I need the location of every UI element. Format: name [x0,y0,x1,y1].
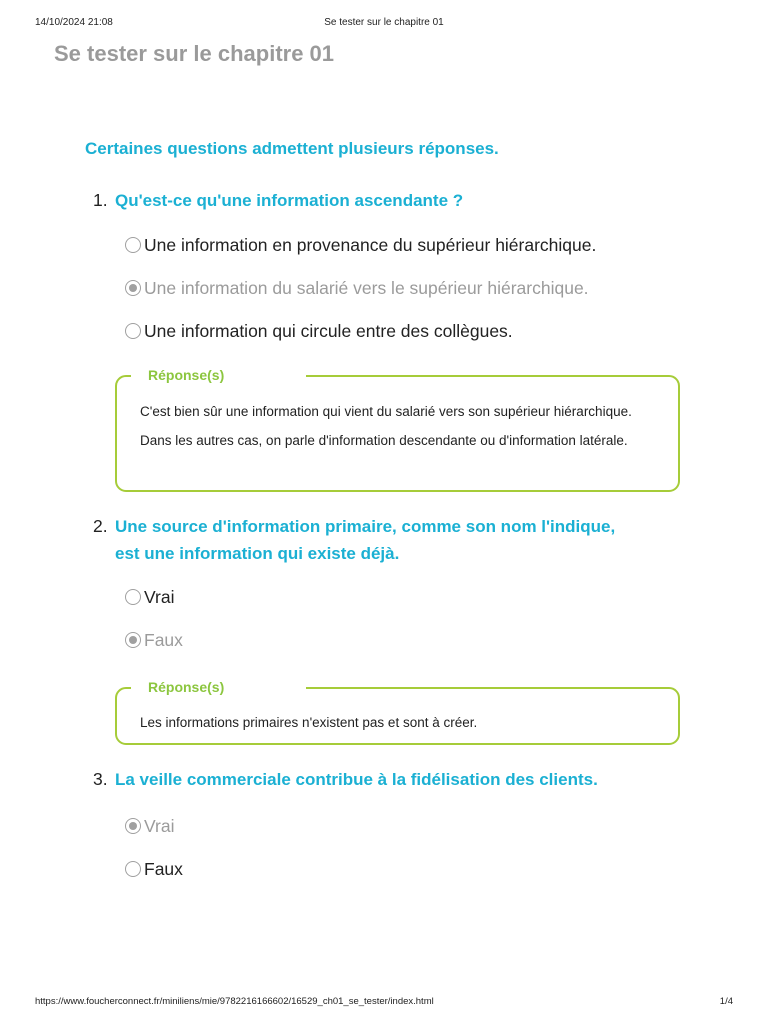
option-q2-vrai[interactable] [125,586,174,608]
print-datetime: 14/10/2024 21:08 [35,17,113,28]
print-doc-title: Se tester sur le chapitre 01 [324,17,444,28]
option-q2-faux[interactable] [125,629,183,651]
option-label: Vrai [144,586,175,607]
option-label: Faux [144,629,183,650]
question-number: 2. [93,516,108,536]
radio-unchecked-icon[interactable] [125,237,141,253]
radio-checked-icon[interactable] [125,632,141,648]
question-number: 3. [93,769,108,789]
answer-box-q2 [115,679,680,745]
question-text: Qu'est-ce qu'une information ascendante ? [115,191,464,210]
option-label: Vrai [144,815,175,836]
option-q3-faux[interactable] [125,858,183,880]
option-q1-c[interactable] [125,320,513,342]
option-q1-a[interactable] [125,234,596,256]
option-q1-b[interactable] [125,277,589,299]
option-label: Une information en provenance du supérieur hiérarchique. [144,234,597,255]
option-q3-vrai[interactable] [125,815,174,837]
question-number: 1. [93,190,108,210]
radio-unchecked-icon[interactable] [125,323,141,339]
question-3 [93,766,693,793]
radio-checked-icon[interactable] [125,280,141,296]
radio-unchecked-icon[interactable] [125,861,141,877]
option-label: Faux [144,858,183,879]
page-number: 1/4 [719,996,733,1007]
radio-unchecked-icon[interactable] [125,589,141,605]
answer-box-q1 [115,367,680,492]
answer-title: Réponse(s) [131,365,306,385]
page-url: https://www.foucherconnect.fr/miniliens/mie/9782216166602/16529_ch01_se_tester/index.html [35,996,434,1007]
quiz-instruction: Certaines questions admettent plusieurs réponses. [85,139,499,158]
question-text: Une source d'information primaire, comme son nom l'indique, est une information qui existe déjà. [115,517,616,563]
question-text: La veille commerciale contribue à la fidélisation des clients. [115,770,598,789]
print-header [35,17,733,31]
answer-text: C'est bien sûr une information qui vient du salarié vers son supérieur hiérarchique. Dans les autres cas, on parle d'information descendante ou d'information latérale. [140,404,632,448]
option-label: Une information qui circule entre des collègues. [144,320,513,341]
page-title: Se tester sur le chapitre 01 [54,41,335,66]
radio-checked-icon[interactable] [125,818,141,834]
answer-text: Les informations primaires n'existent pas et sont à créer. [140,715,478,730]
answer-title: Réponse(s) [131,677,306,697]
question-1 [93,187,693,214]
option-label: Une information du salarié vers le supérieur hiérarchique. [144,277,589,298]
question-2 [93,513,623,567]
